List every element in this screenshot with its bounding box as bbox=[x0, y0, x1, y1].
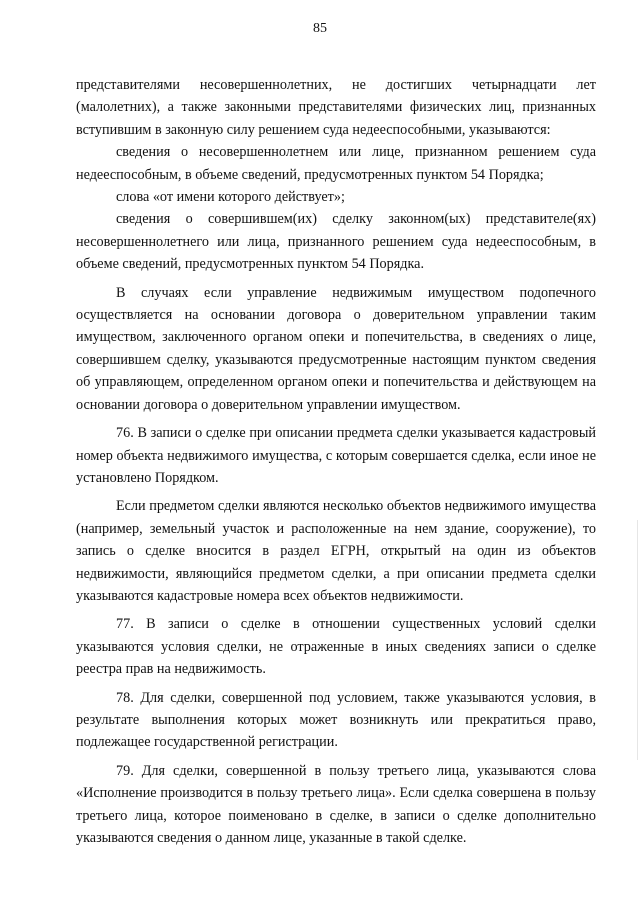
paragraph-minor-info: сведения о несовершеннолетнем или лице, признанном решением суда недееспособным, в объеме сведений, предусмотренных пунктом 54 Порядка; bbox=[76, 144, 596, 183]
document-body bbox=[76, 74, 596, 849]
paragraph-on-behalf-words: слова «от имени которого действует»; bbox=[116, 189, 345, 206]
page-number: 85 bbox=[313, 21, 327, 36]
paragraph-representative-info: сведения о совершившем(их) сделку законном(ых) представителе(ях) несовершеннолетнего или лица, признанного решением суда недееспособным, в объеме сведений, предусмотренных пунктом 54 Порядка. bbox=[76, 211, 596, 273]
paragraph-multiple-objects: Если предметом сделки являются несколько объектов недвижимого имущества (например, земельный участок и расположенные на нем здание, сооружение), то запись о сделке вносится в раздел ЕГРН, открытый на один из объектов недвижимости, являющийся предметом сделки, а при описании предмета сделки указываются кадастровые номера всех объектов недвижимости. bbox=[76, 498, 596, 604]
paragraph-continuation: представителями несовершеннолетних, не достигших четырнадцати лет (малолетних), а также законными представителями физических лиц, признанных вступившим в законную силу решением суда недееспособными, указываются: bbox=[76, 77, 596, 138]
paragraph-clause-78: 78. Для сделки, совершенной под условием, также указываются условия, в результате выполнения которых может возникнуть или прекратиться право, подлежащее государственной регистрации. bbox=[76, 689, 596, 751]
scan-edge-line bbox=[637, 520, 638, 760]
paragraph-clause-77: 77. В записи о сделке в отношении существенных условий сделки указываются условия сделки, не отраженные в иных сведениях записи о сделке реестра прав на недвижимость. bbox=[76, 616, 596, 678]
paragraph-trust-management: В случаях если управление недвижимым имуществом подопечного осуществляется на основании договора о доверительном управлении таким имуществом, заключенного органом опеки и попечительства, в сведениях о лице, совершившем сделку, указываются предусмотренные настоящим пунктом сведения об управляющем, определенном органом опеки и попечительства и действующем на основании договора о доверительном управлении имуществом. bbox=[76, 284, 596, 413]
paragraph-clause-76: 76. В записи о сделке при описании предмета сделки указывается кадастровый номер объекта недвижимого имущества, с которым совершается сделка, если иное не установлено Порядком. bbox=[76, 425, 596, 486]
paragraph-clause-79: 79. Для сделки, совершенной в пользу третьего лица, указываются слова «Исполнение производится в пользу третьего лица». Если сделка совершена в пользу третьего лица, которое поименовано в сделке, в записи о сделке дополнительно указываются сведения о данном лице, указанные в такой сделке. bbox=[76, 762, 596, 846]
